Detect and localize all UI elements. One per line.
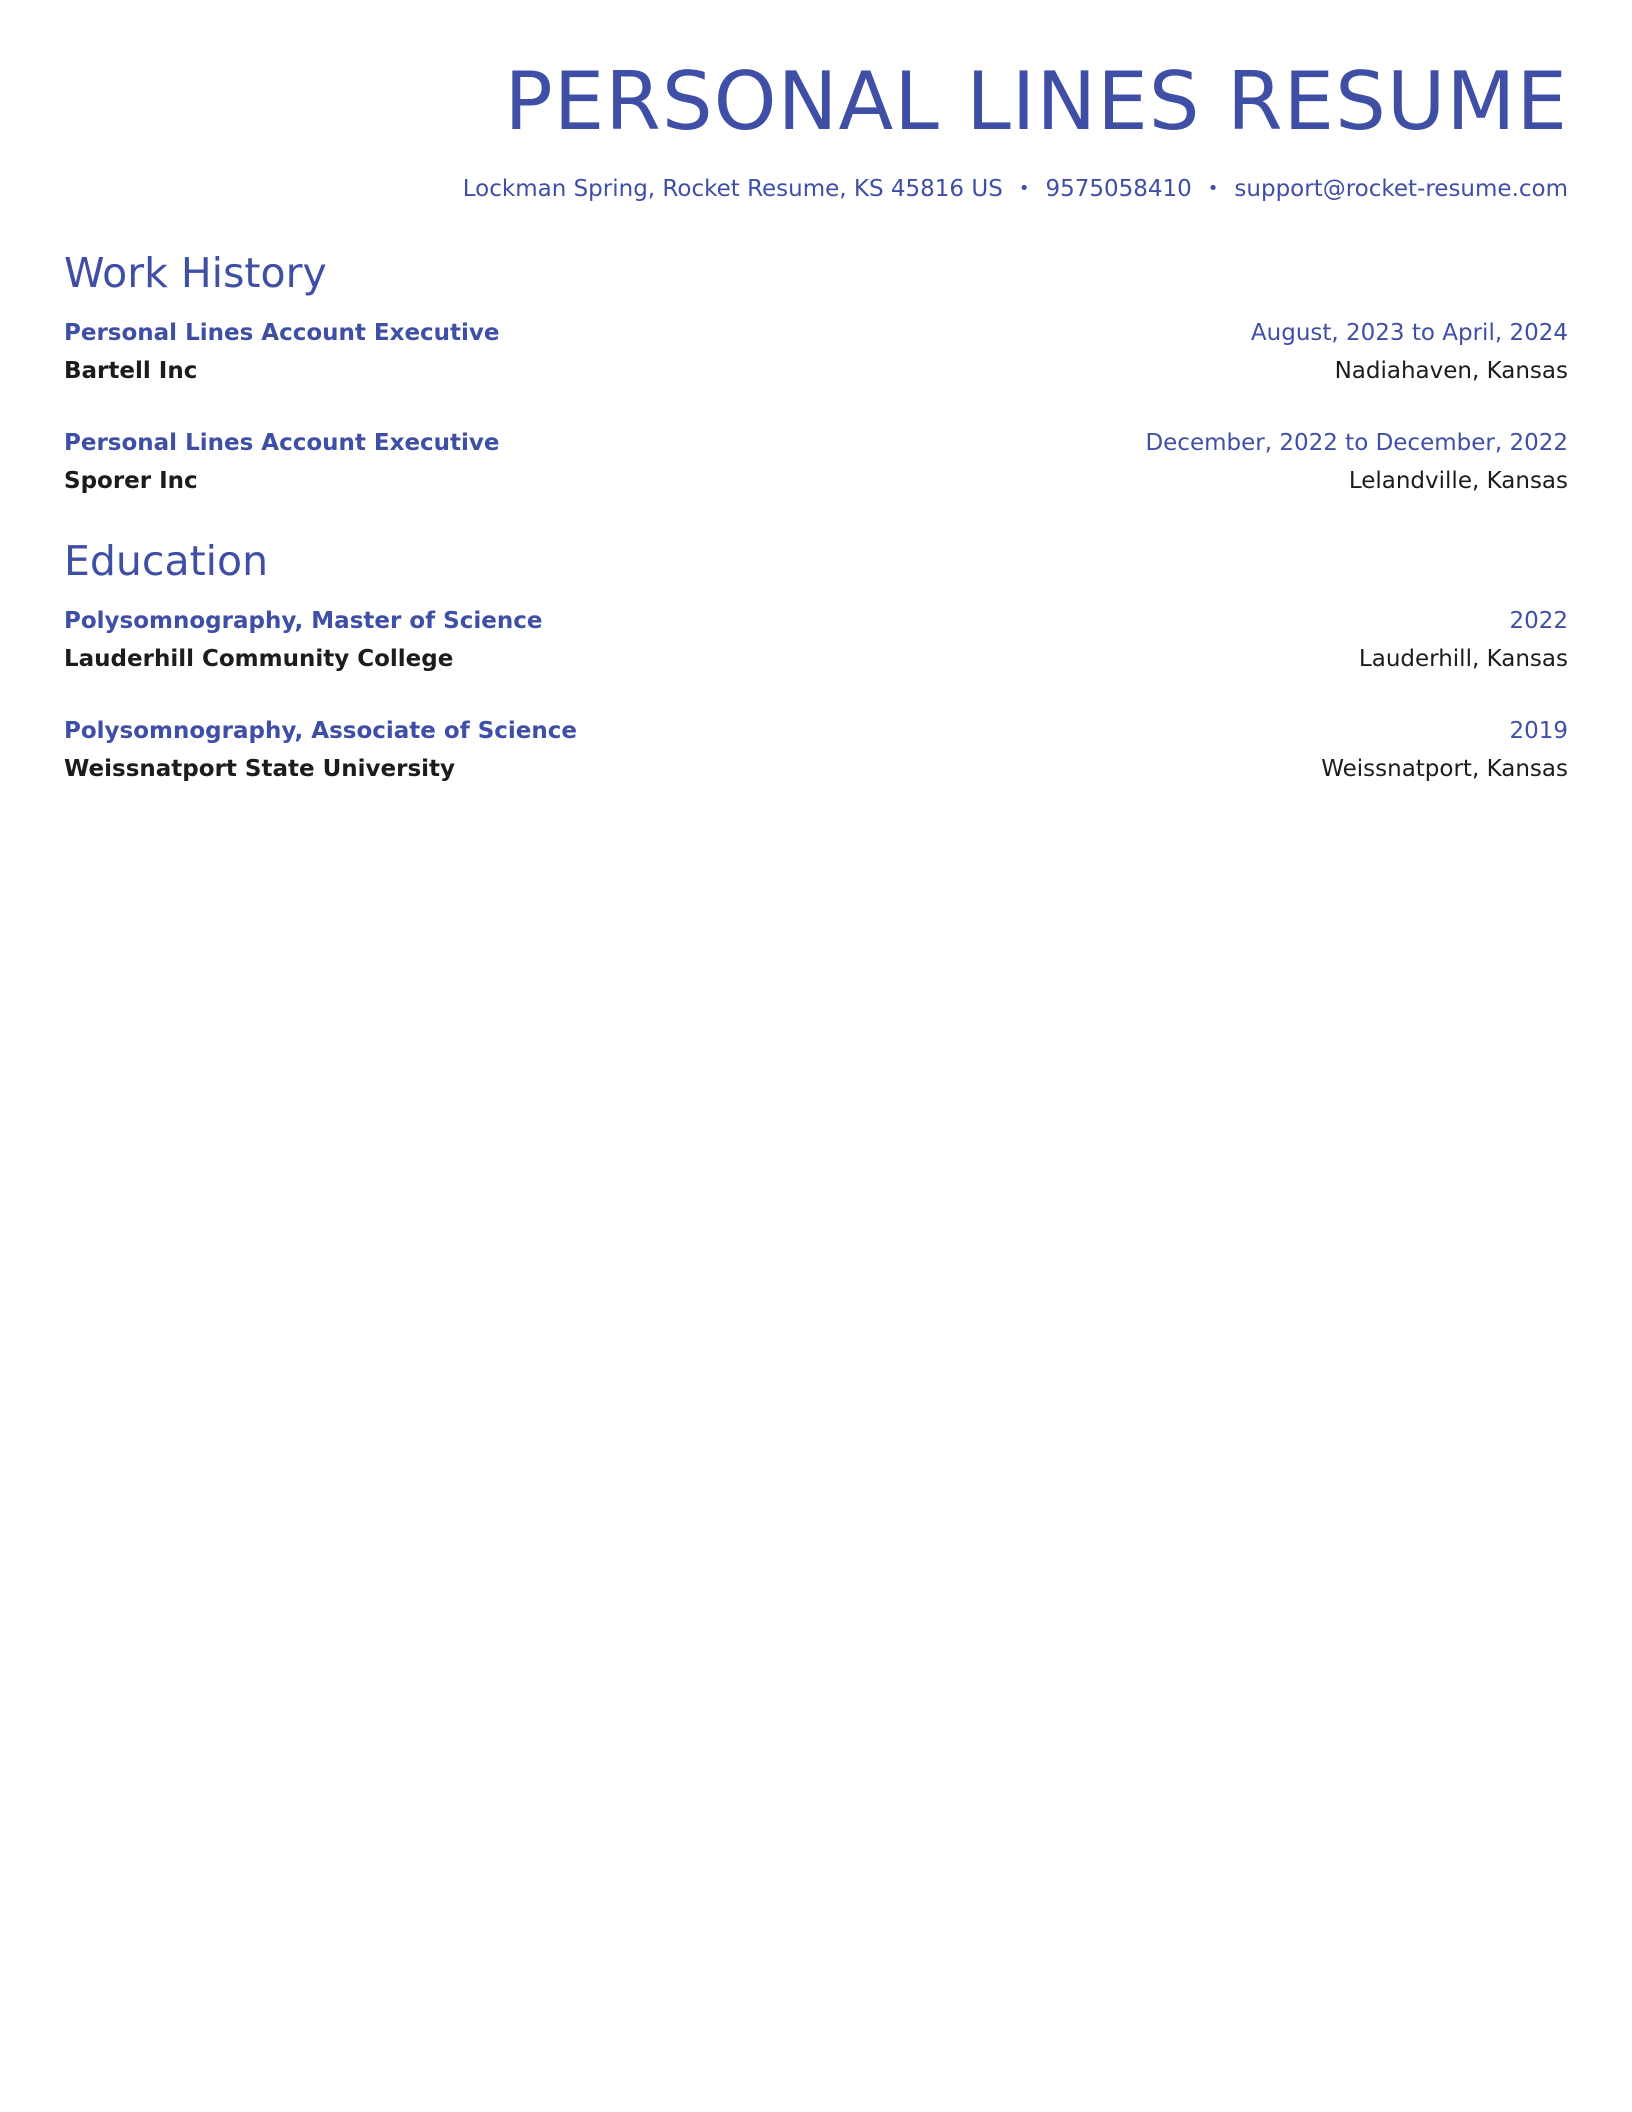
education-entry	[64, 712, 1568, 788]
job-location: Lelandville, Kansas	[1348, 468, 1568, 494]
work-entry-details	[64, 462, 1568, 500]
company-name: Sporer Inc	[64, 468, 198, 494]
contact-separator: •	[1018, 178, 1030, 199]
work-entry-header	[64, 314, 1568, 352]
contact-address: Lockman Spring, Rocket Resume, KS 45816 US	[462, 176, 1003, 202]
education-section	[64, 536, 1568, 788]
education-entry-details	[64, 750, 1568, 788]
graduation-year: 2019	[1509, 718, 1568, 744]
school-name: Lauderhill Community College	[64, 646, 454, 672]
contact-phone: 9575058410	[1045, 176, 1192, 202]
resume-header	[64, 56, 1568, 204]
graduation-year: 2022	[1509, 608, 1568, 634]
work-history-heading: Work History	[64, 249, 327, 297]
work-entry	[64, 424, 1568, 500]
job-dates: December, 2022 to December, 2022	[1145, 430, 1568, 456]
work-entry	[64, 314, 1568, 390]
contact-line	[64, 174, 1568, 204]
job-dates: August, 2023 to April, 2024	[1250, 320, 1568, 346]
school-location: Weissnatport, Kansas	[1321, 756, 1568, 782]
education-entry-header	[64, 602, 1568, 640]
work-history-section	[64, 248, 1568, 500]
contact-email: support@rocket-resume.com	[1234, 176, 1568, 202]
degree-name: Polysomnography, Associate of Science	[64, 718, 578, 744]
degree-name: Polysomnography, Master of Science	[64, 608, 543, 634]
education-entry	[64, 602, 1568, 678]
contact-separator: •	[1207, 178, 1219, 199]
education-list	[64, 602, 1568, 788]
job-title: Personal Lines Account Executive	[64, 320, 500, 346]
job-location: Nadiahaven, Kansas	[1334, 358, 1568, 384]
work-entry-header	[64, 424, 1568, 462]
resume-title: PERSONAL LINES RESUME	[504, 55, 1568, 148]
education-entry-header	[64, 712, 1568, 750]
school-name: Weissnatport State University	[64, 756, 456, 782]
education-entry-details	[64, 640, 1568, 678]
company-name: Bartell Inc	[64, 358, 198, 384]
work-entry-details	[64, 352, 1568, 390]
work-history-list	[64, 314, 1568, 500]
education-heading: Education	[64, 537, 269, 585]
job-title: Personal Lines Account Executive	[64, 430, 500, 456]
school-location: Lauderhill, Kansas	[1358, 646, 1568, 672]
